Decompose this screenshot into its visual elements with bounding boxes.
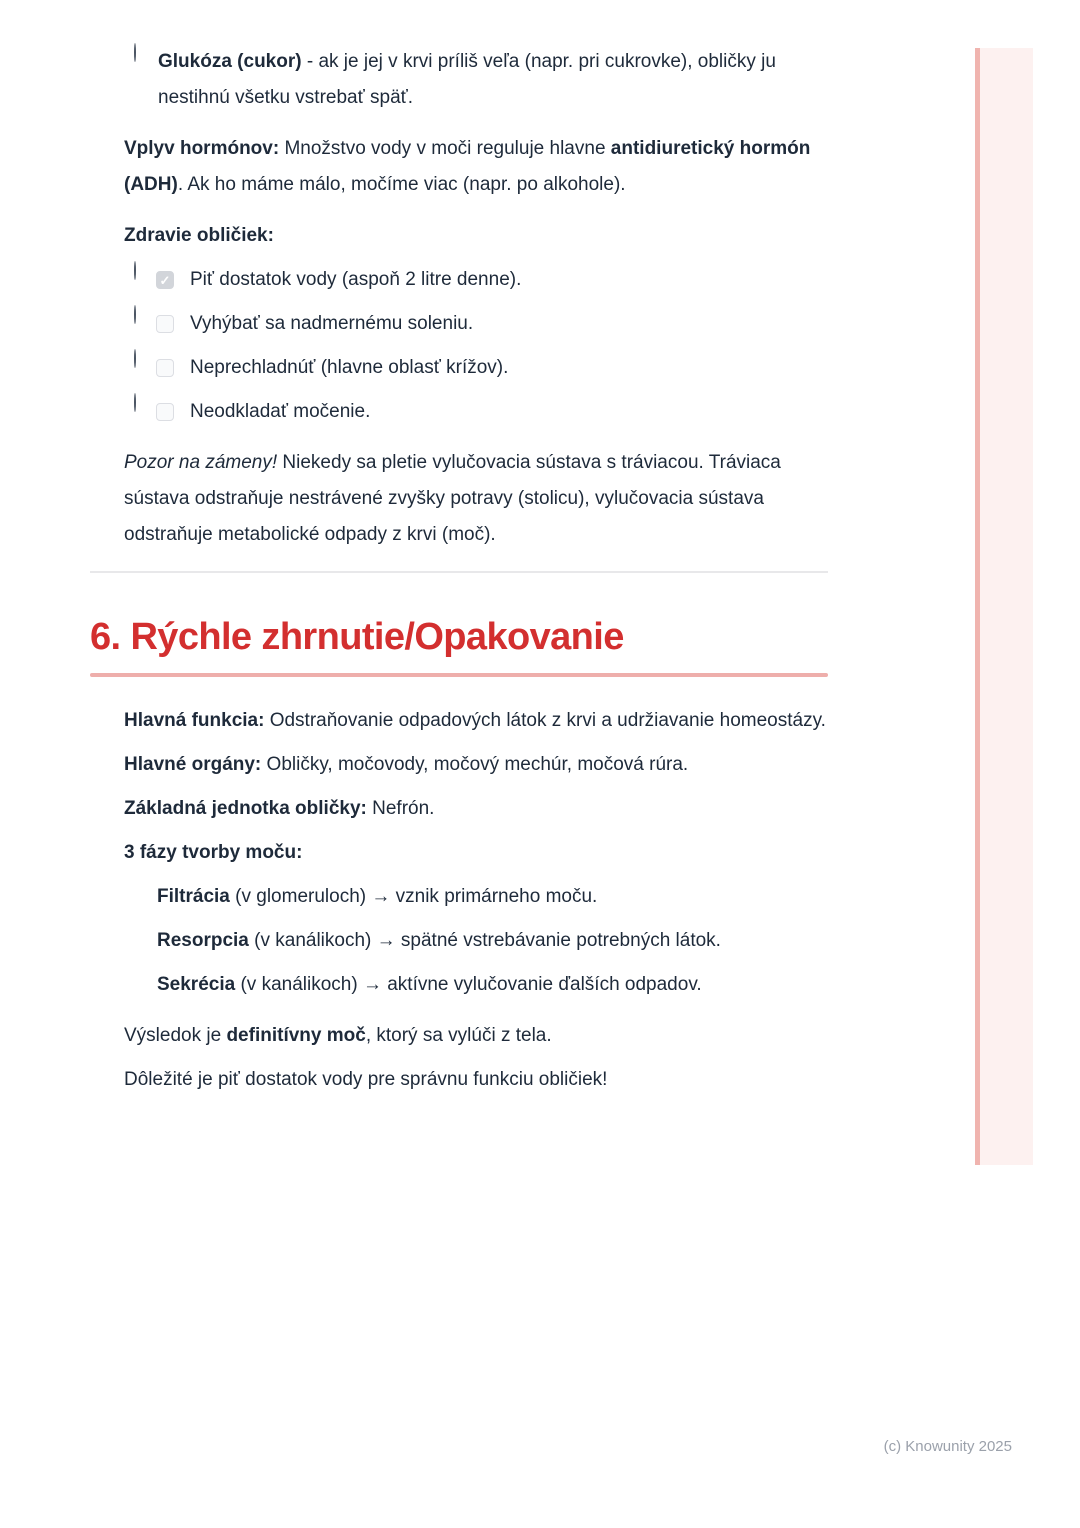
list-item: [90, 703, 828, 739]
list-item-text: Výsledok je definitívny moč, ktorý sa vylúči z tela.: [124, 1025, 552, 1046]
list-item-text: Hlavné orgány: Obličky, močovody, močový mechúr, močová rúra.: [124, 754, 689, 775]
list-item: [90, 44, 828, 116]
checklist-item: [90, 350, 828, 386]
list-item: [90, 747, 828, 783]
list-item: [90, 445, 828, 553]
list-item: [90, 1062, 828, 1098]
footer-copyright: (c) Knowunity 2025: [883, 1438, 1012, 1455]
checkmark-icon: ✓: [159, 272, 171, 288]
list-item: [90, 131, 828, 203]
list-item-text: Glukóza (cukor) - ak je jej v krvi príliš veľa (napr. pri cukrovke), obličky ju nestihnú všetku vstrebať späť.: [158, 51, 776, 108]
checklist-item: [90, 306, 828, 342]
list-item: [90, 1018, 828, 1054]
list-item-text: Vyhýbať sa nadmernému soleniu.: [190, 313, 474, 334]
list-item-text: Zdravie obličiek:: [124, 225, 274, 246]
list-item: [90, 835, 828, 871]
checkbox-checked[interactable]: [156, 271, 174, 289]
list-item-text: Vplyv hormónov: Množstvo vody v moči reguluje hlavne antidiuretický hormón (ADH). Ak ho máme málo, močíme viac (napr. po alkohole).: [124, 138, 811, 195]
list-item: [90, 923, 828, 959]
intro-list: [90, 44, 828, 553]
list-item-text: Piť dostatok vody (aspoň 2 litre denne).: [190, 269, 522, 290]
list-item-text: Základná jednotka obličky: Nefrón.: [124, 798, 435, 819]
list-item-text: 3 fázy tvorby moču:: [124, 842, 303, 863]
section-divider: [90, 571, 828, 573]
list-item-text: Neprechladnúť (hlavne oblasť krížov).: [190, 357, 509, 378]
checklist-item: [90, 262, 828, 298]
circle-bullet-icon: [134, 305, 136, 324]
list-item: [90, 967, 828, 1003]
list-item-text: Sekrécia (v kanálikoch) → aktívne vylučovanie ďalších odpadov.: [157, 974, 702, 995]
list-item-text: Pozor na zámeny! Niekedy sa pletie vylučovacia sústava s tráviacou. Tráviaca sústava odstraňuje nestrávené zvyšky potravy (stolicu), vylučovacia sústava odstraňuje metabolické odpady z krvi (moč).: [124, 452, 781, 545]
list-item-text: Dôležité je piť dostatok vody pre správnu funkciu obličiek!: [124, 1069, 608, 1090]
list-item: [90, 218, 828, 254]
circle-bullet-icon: [134, 349, 136, 368]
checkbox-unchecked[interactable]: [156, 359, 174, 377]
circle-bullet-icon: [134, 43, 136, 62]
page-margin-stripe: [975, 48, 1033, 1165]
circle-bullet-icon: [134, 393, 136, 412]
section-heading: 6. Rýchle zhrnutie/Opakovanie: [90, 616, 624, 658]
list-item-text: Neodkladať močenie.: [190, 401, 371, 422]
document-content: [90, 44, 828, 1098]
list-item-text: Filtrácia (v glomeruloch) → vznik primárneho moču.: [157, 886, 598, 907]
checklist-item: [90, 394, 828, 430]
heading-underline: [90, 673, 828, 677]
list-item-text: Hlavná funkcia: Odstraňovanie odpadových látok z krvi a udržiavanie homeostázy.: [124, 710, 826, 731]
checkbox-unchecked[interactable]: [156, 403, 174, 421]
list-item: [90, 879, 828, 915]
circle-bullet-icon: [134, 261, 136, 280]
checkbox-unchecked[interactable]: [156, 315, 174, 333]
summary-list: [90, 703, 828, 1098]
list-item: [90, 791, 828, 827]
list-item-text: Resorpcia (v kanálikoch) → spätné vstrebávanie potrebných látok.: [157, 930, 721, 951]
